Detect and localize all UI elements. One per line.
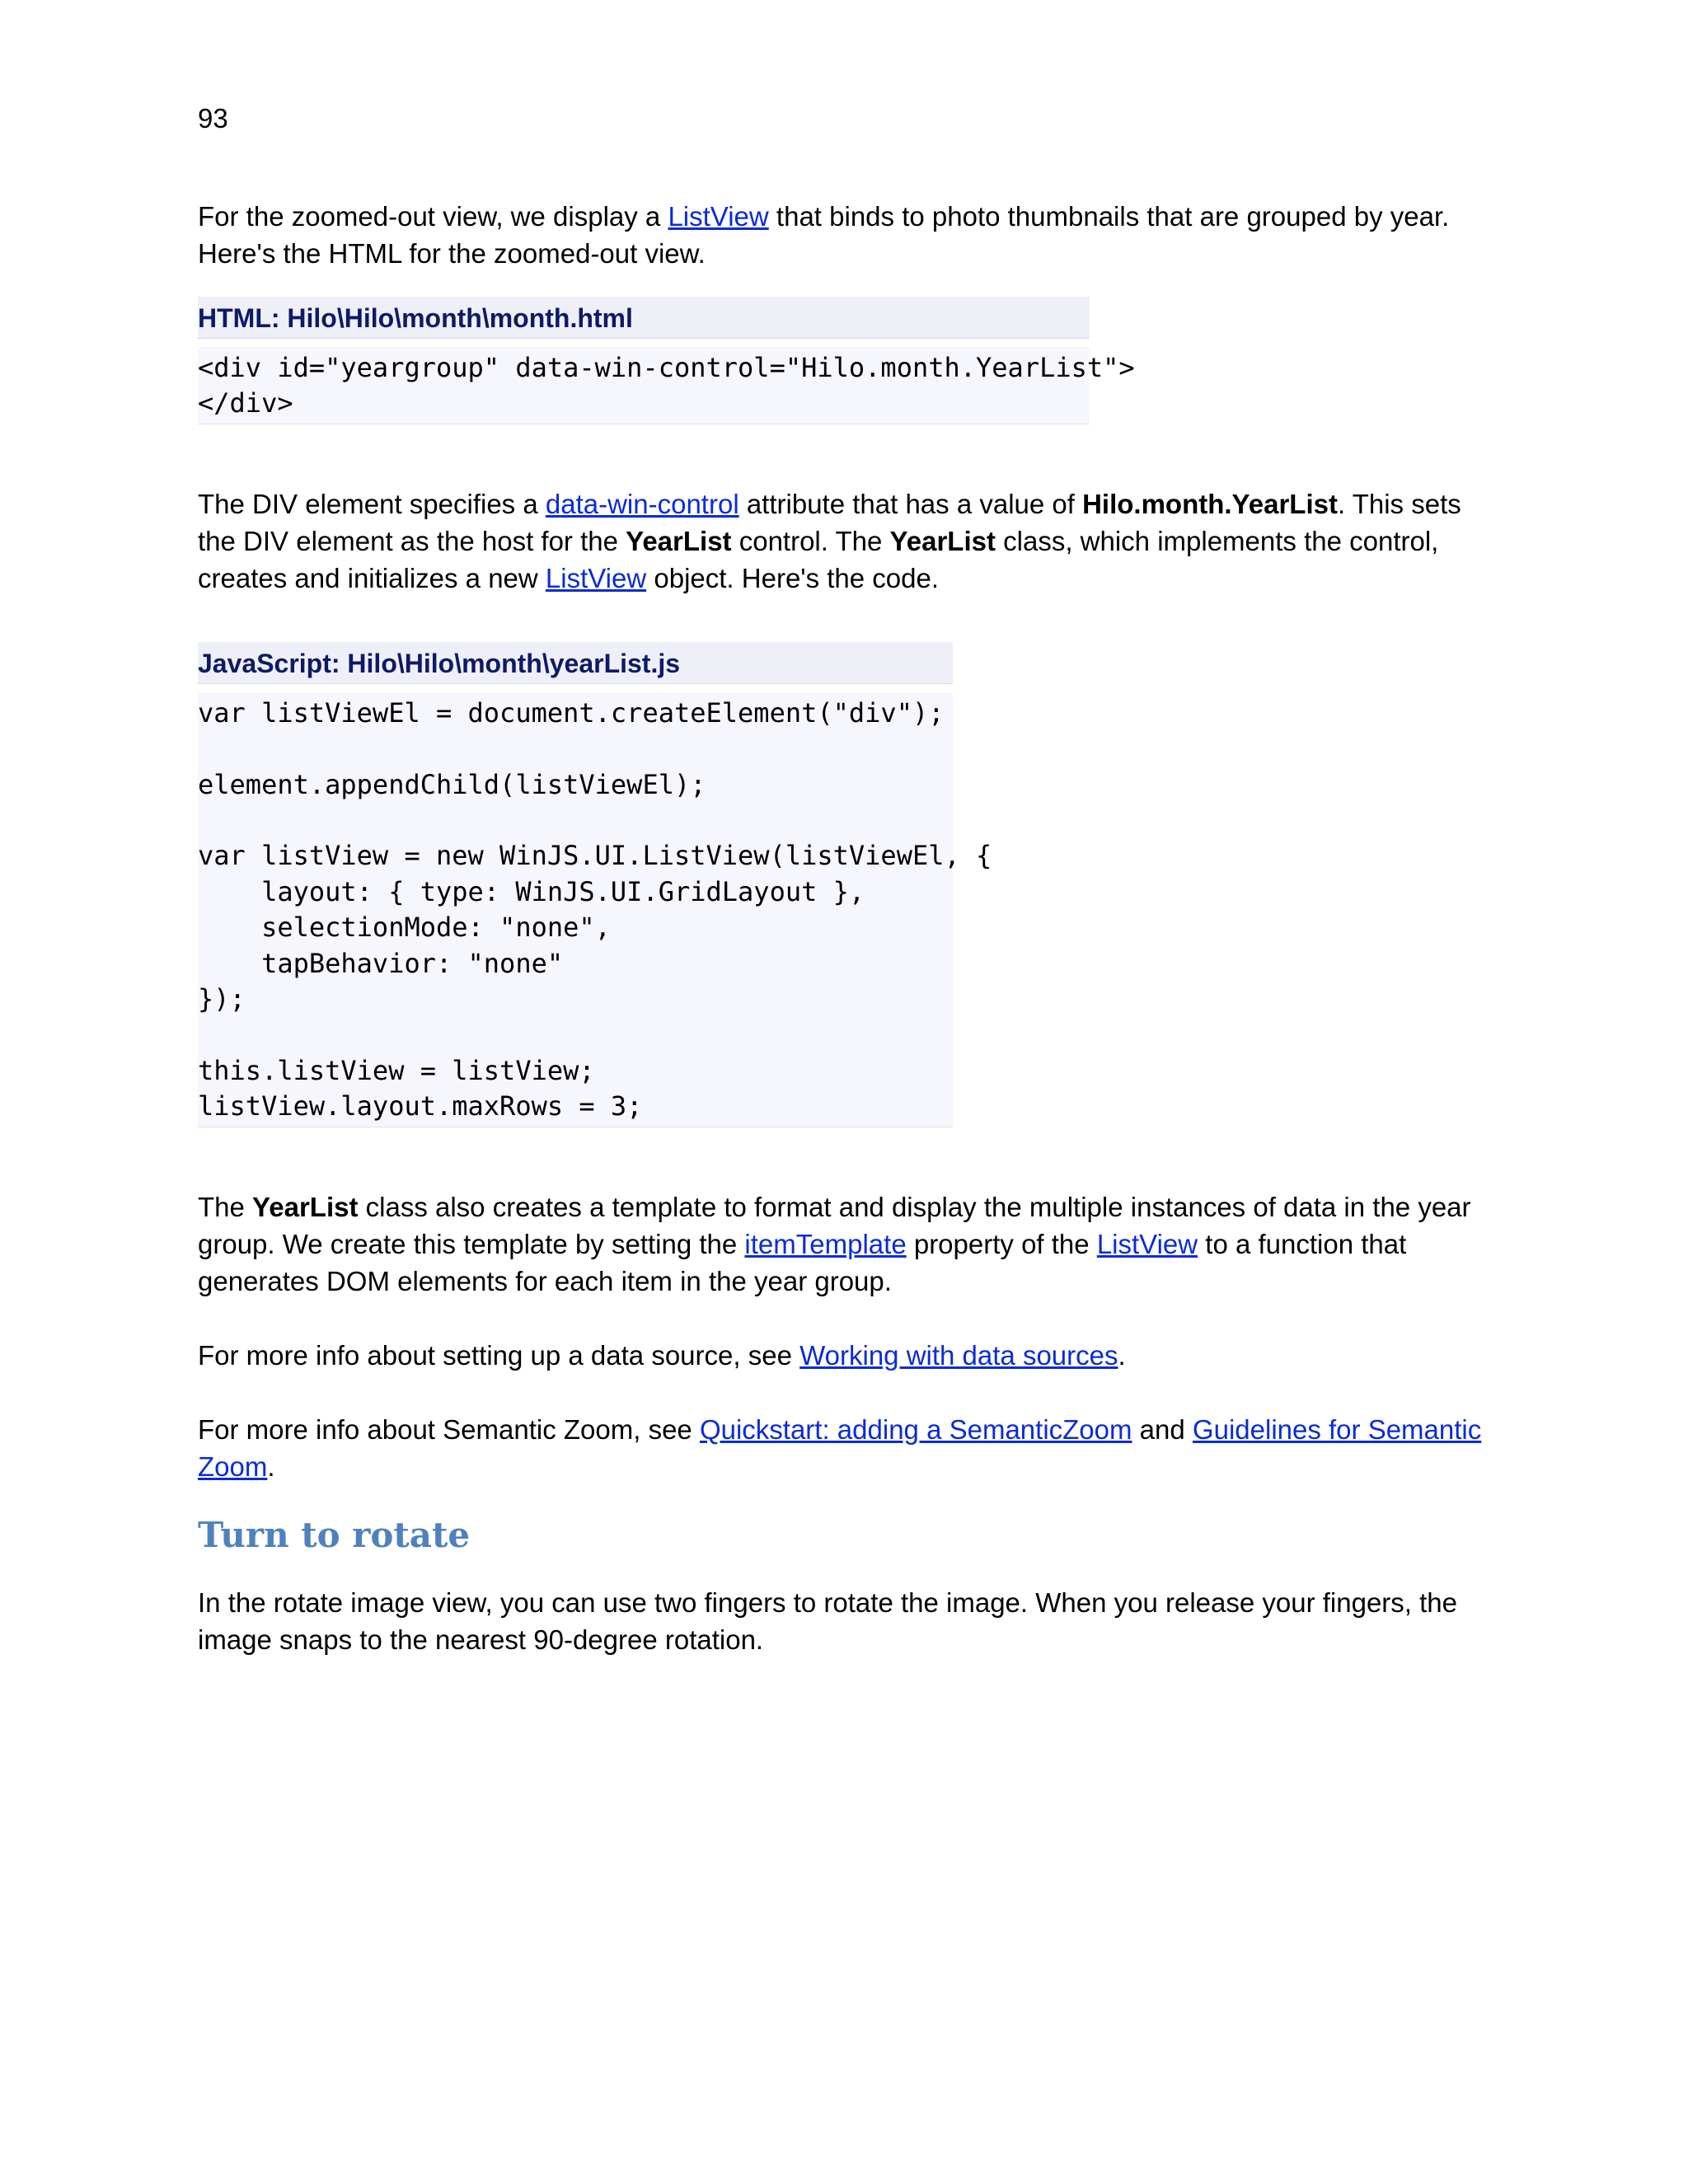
datasource-text-2: . <box>1118 1339 1126 1371</box>
listview-link-2[interactable]: ListView <box>545 562 647 593</box>
div-text-2: attribute that has a value of <box>738 488 1083 519</box>
quickstart-semanticzoom-link[interactable]: Quickstart: adding a SemanticZoom <box>699 1413 1132 1445</box>
section-heading-turn-to-rotate: Turn to rotate <box>198 1514 471 1555</box>
data-win-control-link[interactable]: data-win-control <box>545 488 739 519</box>
div-bold-1: Hilo.month.YearList <box>1082 488 1338 519</box>
itemtemplate-link[interactable]: itemTemplate <box>744 1228 907 1259</box>
intro-paragraph <box>198 198 1484 272</box>
js-code-body: var listViewEl = document.createElement("div"); element.appendChild(listViewEl); var listView = new WinJS.UI.ListView(listViewEl, { layout: { type: WinJS.UI.GridLayout }, selectionMode: "none", tapBehavior: "none" }); this.listView = listView; listView.layout.maxRows = 3; <box>198 692 953 1127</box>
listview-link-3[interactable]: ListView <box>1096 1228 1198 1259</box>
html-code-caption: HTML: Hilo\Hilo\month\month.html <box>198 297 1090 339</box>
js-code-caption: JavaScript: Hilo\Hilo\month\yearList.js <box>198 642 953 684</box>
yearlist-text-3: property of the <box>906 1228 1097 1259</box>
div-element-paragraph <box>198 485 1484 597</box>
intro-text-1: For the zoomed-out view, we display a <box>198 201 668 232</box>
div-text-5: class, which implements the control, creates and initializes a new <box>198 525 1439 593</box>
zoom-text-3: . <box>267 1451 275 1482</box>
div-bold-3: YearList <box>889 525 996 556</box>
rotate-paragraph: In the rotate image view, you can use two fingers to rotate the image. When you release your fingers, the image snaps to the nearest 90-degree rotation. <box>198 1586 1458 1655</box>
div-bold-2: YearList <box>626 525 732 556</box>
html-code-block <box>198 297 1135 424</box>
intro-text-2: that binds to photo thumbnails that are grouped by year. Here's the HTML for the zoomed-out view. <box>198 201 1450 269</box>
zoom-text-1: For more info about Semantic Zoom, see <box>198 1413 700 1445</box>
div-text-4: control. The <box>731 525 890 556</box>
div-text-3: . This sets the DIV element as the host for the <box>198 488 1461 556</box>
guidelines-semantic-zoom-link[interactable]: Guidelines for Semantic Zoom <box>198 1413 1482 1482</box>
page-number: 93 <box>198 103 228 134</box>
semantic-zoom-paragraph <box>198 1411 1484 1485</box>
div-text-1: The DIV element specifies a <box>198 488 546 519</box>
yearlist-bold-1: YearList <box>252 1191 359 1222</box>
yearlist-text-2: class also creates a template to format and display the multiple instances of data in the year group. We create this template by setting the <box>198 1191 1471 1259</box>
working-with-data-sources-link[interactable]: Working with data sources <box>799 1339 1118 1371</box>
datasource-paragraph <box>198 1337 1484 1374</box>
js-code-block <box>198 642 992 1127</box>
listview-link[interactable]: ListView <box>668 201 769 232</box>
html-code-body: <div id="yeargroup" data-win-control="Hilo.month.YearList"> </div> <box>198 347 1090 424</box>
zoom-text-2: and <box>1132 1413 1193 1445</box>
yearlist-text-1: The <box>198 1191 253 1222</box>
div-text-6: object. Here's the code. <box>646 562 940 593</box>
datasource-text-1: For more info about setting up a data source, see <box>198 1339 800 1371</box>
page-content <box>198 198 1484 1658</box>
yearlist-text-4: to a function that generates DOM elements for each item in the year group. <box>198 1228 1407 1296</box>
yearlist-paragraph <box>198 1188 1484 1300</box>
